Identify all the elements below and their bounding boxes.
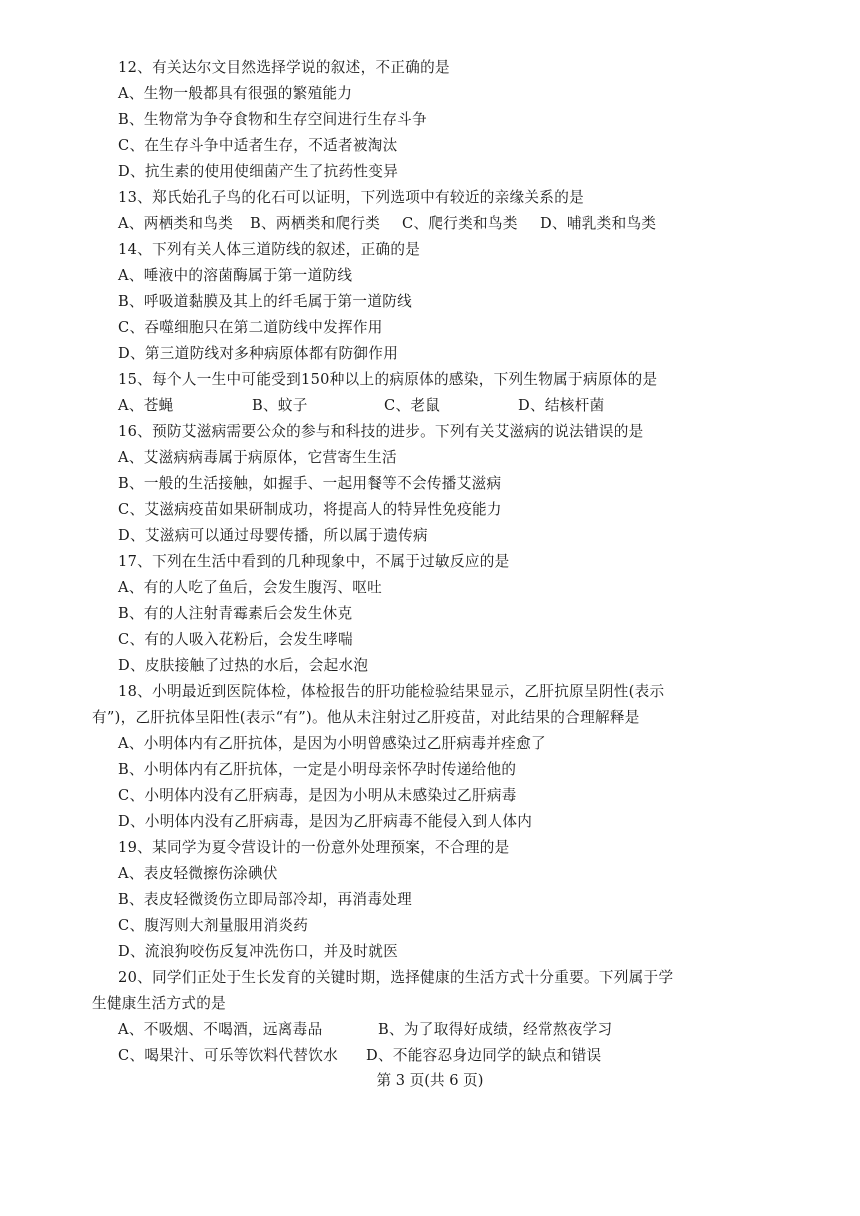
page-number-footer: 第 3 页(共 6 页) — [376, 1072, 484, 1089]
question-20-stem-line-1: 20、同学们正处于生长发育的关键时期，选择健康的生活方式十分重要。下列属于学 — [118, 969, 674, 986]
question-20-options-row-2 — [118, 1047, 601, 1065]
question-14-option-d: D、第三道防线对多种病原体都有防御作用 — [118, 345, 399, 362]
question-15-option-a: A、苍蝇 — [118, 397, 174, 414]
question-12-option-d: D、抗生素的使用使细菌产生了抗药性变异 — [118, 163, 399, 180]
question-16-option-d: D、艾滋病可以通过母婴传播，所以属于遗传病 — [118, 527, 428, 544]
question-15-options — [118, 397, 604, 415]
question-17-option-a: A、有的人吃了鱼后，会发生腹泻、呕吐 — [118, 579, 383, 596]
question-18-option-a: A、小明体内有乙肝抗体，是因为小明曾感染过乙肝病毒并痊愈了 — [118, 735, 546, 752]
question-12-option-a: A、生物一般都具有很强的繁殖能力 — [118, 85, 353, 102]
question-16-option-c: C、艾滋病疫苗如果研制成功，将提高人的特异性免疫能力 — [118, 501, 502, 518]
question-18-option-b: B、小明体内有乙肝抗体，一定是小明母亲怀孕时传递给他的 — [118, 761, 517, 778]
question-19-option-a: A、表皮轻微擦伤涂碘伏 — [118, 865, 278, 882]
question-13-option-a: A、两栖类和鸟类 — [118, 215, 234, 232]
question-19-option-c: C、腹泻则大剂量服用消炎药 — [118, 917, 309, 934]
question-14-stem: 14、下列有关人体三道防线的叙述，正确的是 — [118, 241, 421, 258]
question-20-option-a: A、不吸烟、不喝酒，远离毒品 — [118, 1021, 323, 1038]
question-14-option-c: C、吞噬细胞只在第二道防线中发挥作用 — [118, 319, 383, 336]
question-16-option-a: A、艾滋病病毒属于病原体，它营寄生生活 — [118, 449, 397, 466]
question-17-stem: 17、下列在生活中看到的几种现象中，不属于过敏反应的是 — [118, 553, 510, 570]
question-12-option-b: B、生物常为争夺食物和生存空间进行生存斗争 — [118, 111, 427, 128]
question-15-option-c: C、老鼠 — [384, 397, 441, 414]
question-12-option-c: C、在生存斗争中适者生存，不适者被淘汰 — [118, 137, 398, 154]
question-17-option-b: B、有的人注射青霉素后会发生休克 — [118, 605, 353, 622]
question-19-option-b: B、表皮轻微烫伤立即局部冷却，再消毒处理 — [118, 891, 413, 908]
question-13-option-d: D、哺乳类和鸟类 — [540, 215, 657, 232]
question-19-stem: 19、某同学为夏令营设计的一份意外处理预案，不合理的是 — [118, 839, 510, 856]
question-20-option-c: C、喝果汁、可乐等饮料代替饮水 — [118, 1047, 338, 1064]
question-13-stem: 13、郑氏始孔子鸟的化石可以证明，下列选项中有较近的亲缘关系的是 — [118, 189, 584, 206]
question-18-option-d: D、小明体内没有乙肝病毒，是因为乙肝病毒不能侵入到人体内 — [118, 813, 533, 830]
question-13-options — [118, 215, 656, 233]
question-15-option-b: B、蚊子 — [252, 397, 308, 414]
question-16-option-b: B、一般的生活接触，如握手、一起用餐等不会传播艾滋病 — [118, 475, 502, 492]
question-18-stem-line-1: 18、小明最近到医院体检，体检报告的肝功能检验结果显示，乙肝抗原呈阴性(表示 — [118, 683, 665, 700]
question-20-options-row-1 — [118, 1021, 612, 1039]
question-18-option-c: C、小明体内没有乙肝病毒，是因为小明从未感染过乙肝病毒 — [118, 787, 517, 804]
question-20-stem-line-2: 生健康生活方式的是 — [92, 995, 227, 1012]
question-17-option-d: D、皮肤接触了过热的水后，会起水泡 — [118, 657, 369, 674]
question-14-option-b: B、呼吸道黏膜及其上的纤毛属于第一道防线 — [118, 293, 413, 310]
question-18-stem-line-2: 有”)，乙肝抗体呈阳性(表示“有”)。他从未注射过乙肝疫苗，对此结果的合理解释是 — [92, 709, 640, 726]
question-14-option-a: A、唾液中的溶菌酶属于第一道防线 — [118, 267, 353, 284]
question-13-option-b: B、两栖类和爬行类 — [250, 215, 381, 232]
question-17-option-c: C、有的人吸入花粉后，会发生哮喘 — [118, 631, 353, 648]
question-13-option-c: C、爬行类和鸟类 — [402, 215, 518, 232]
question-12-stem: 12、有关达尔文目然选择学说的叙述，不正确的是 — [118, 59, 450, 76]
question-16-stem: 16、预防艾滋病需要公众的参与和科技的进步。下列有关艾滋病的说法错误的是 — [118, 423, 644, 440]
question-19-option-d: D、流浪狗咬伤反复冲洗伤口，并及时就医 — [118, 943, 399, 960]
question-15-option-d: D、结核杆菌 — [518, 397, 605, 414]
question-20-option-d: D、不能容忍身边同学的缺点和错误 — [366, 1047, 602, 1064]
question-15-stem: 15、每个人一生中可能受到150种以上的病原体的感染，下列生物属于病原体的是 — [118, 371, 658, 388]
question-20-option-b: B、为了取得好成绩，经常熬夜学习 — [378, 1021, 613, 1038]
